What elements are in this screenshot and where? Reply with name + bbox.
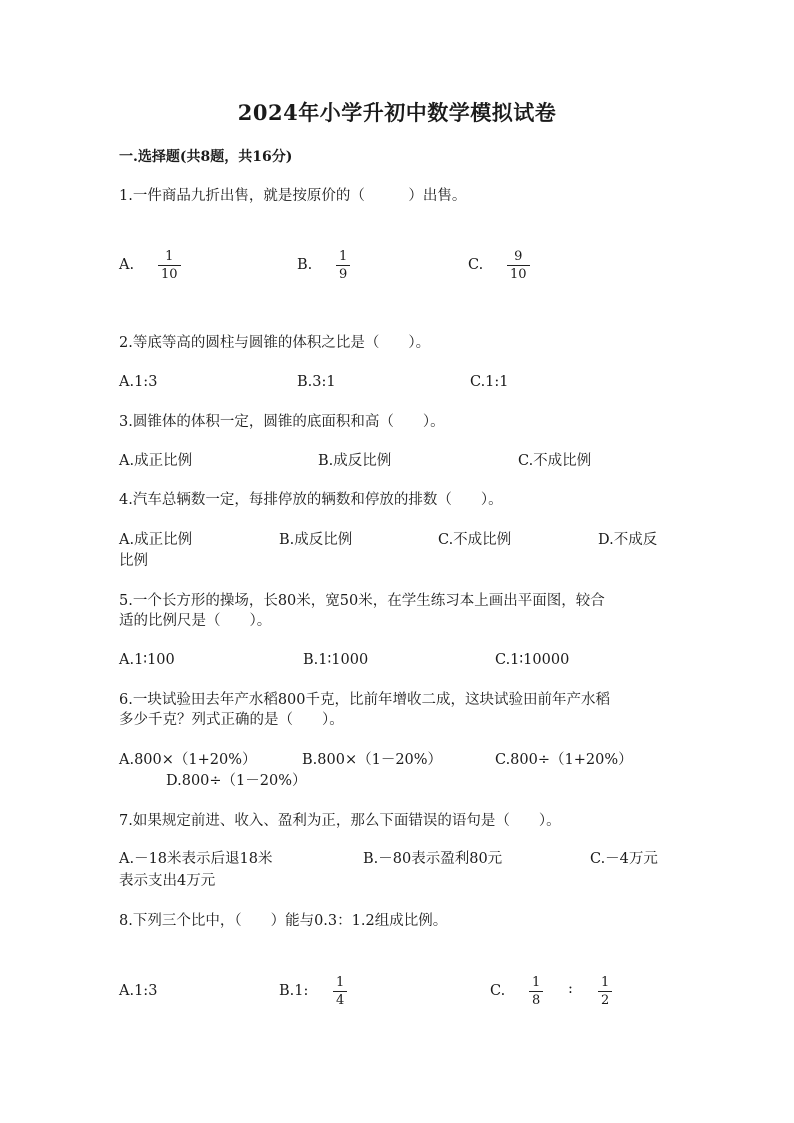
question-6-stem-line-2: 多少千克？列式正确的是（ ）。: [119, 712, 344, 728]
question-5-option-a: A.1∶100: [119, 652, 175, 668]
question-8-option-b-label: B.1:: [279, 983, 309, 999]
question-4-option-b: B.成反比例: [279, 532, 353, 548]
fraction-numerator: 1: [165, 249, 174, 264]
question-4-option-d-continued: 比例: [119, 553, 148, 569]
question-8-option-c-fraction-a: [529, 975, 543, 1008]
question-2-stem: 2.等底等高的圆柱与圆锥的体积之比是（ ）。: [119, 335, 431, 351]
fraction-numerator: 1: [336, 975, 345, 990]
question-1-option-b-label: B.: [297, 257, 313, 273]
fraction-denominator: 2: [601, 993, 610, 1008]
fraction-bar: [529, 991, 543, 992]
question-1-option-a-label: A.: [119, 257, 135, 273]
fraction-numerator: 1: [532, 975, 541, 990]
question-8-option-a: A.1:3: [119, 983, 158, 999]
question-5-stem-line-2: 适的比例尺是（ ）。: [119, 613, 272, 629]
question-3-option-a: A.成正比例: [119, 453, 193, 469]
question-8-option-c-colon: :: [568, 981, 573, 997]
question-7-option-c: C.－4万元: [590, 851, 658, 867]
question-1-option-c-fraction: [507, 249, 530, 282]
question-1-option-b-fraction: [336, 249, 350, 282]
exam-title: 2024年小学升初中数学模拟试卷: [237, 100, 557, 125]
question-6-option-d: D.800÷（1－20%）: [166, 773, 307, 789]
question-5-option-b: B.1∶1000: [303, 652, 369, 668]
fraction-denominator: 4: [336, 993, 345, 1008]
question-4-option-c: C.不成比例: [438, 532, 512, 548]
question-2-option-b: B.3:1: [297, 374, 336, 390]
fraction-numerator: 1: [601, 975, 610, 990]
question-4-option-d: D.不成反: [598, 532, 658, 548]
question-1-option-c-label: C.: [468, 257, 484, 273]
question-4-stem: 4.汽车总辆数一定，每排停放的辆数和停放的排数（ ）。: [119, 492, 503, 508]
question-1-option-a-fraction: [158, 249, 181, 282]
question-7-option-b: B.－80表示盈利80元: [363, 851, 503, 867]
fraction-denominator: 8: [532, 993, 541, 1008]
fraction-numerator: 1: [339, 249, 348, 264]
question-6-option-b: B.800×（1－20%）: [302, 752, 443, 768]
question-2-option-a: A.1:3: [119, 374, 158, 390]
question-1-stem: 1.一件商品九折出售，就是按原价的（ ）出售。: [119, 188, 467, 204]
fraction-bar: [333, 991, 347, 992]
fraction-bar: [598, 991, 612, 992]
fraction-numerator: 9: [514, 249, 523, 264]
question-8-option-b-fraction: [333, 975, 347, 1008]
question-5-stem-line-1: 5.一个长方形的操场，长80米，宽50米，在学生练习本上画出平面图，较合: [119, 593, 605, 609]
question-3-option-b: B.成反比例: [318, 453, 392, 469]
question-6-stem-line-1: 6.一块试验田去年产水稻800千克，比前年增收二成，这块试验田前年产水稻: [119, 692, 611, 708]
question-2-option-c: C.1:1: [470, 374, 509, 390]
question-8-option-c-fraction-b: [598, 975, 612, 1008]
question-8-stem: 8.下列三个比中，（ ）能与0.3：1.2组成比例。: [119, 913, 448, 929]
question-5-option-c: C.1∶10000: [495, 652, 570, 668]
question-6-option-c: C.800÷（1+20%）: [495, 752, 633, 768]
question-8-option-c-label: C.: [490, 983, 506, 999]
fraction-denominator: 9: [339, 267, 348, 282]
question-7-option-c-continued: 表示支出4万元: [119, 873, 216, 889]
fraction-bar: [158, 265, 181, 266]
fraction-bar: [336, 265, 350, 266]
question-4-option-a: A.成正比例: [119, 532, 193, 548]
fraction-denominator: 10: [161, 267, 178, 282]
question-7-stem: 7.如果规定前进、收入、盈利为正，那么下面错误的语句是（ ）。: [119, 813, 561, 829]
fraction-denominator: 10: [510, 267, 527, 282]
question-6-option-a: A.800×（1+20%）: [119, 752, 257, 768]
fraction-bar: [507, 265, 530, 266]
question-7-option-a: A.－18米表示后退18米: [119, 851, 273, 867]
question-3-option-c: C.不成比例: [518, 453, 592, 469]
question-3-stem: 3.圆锥体的体积一定，圆锥的底面积和高（ ）。: [119, 414, 445, 430]
section-heading: 一.选择题(共8题，共16分): [119, 149, 293, 165]
